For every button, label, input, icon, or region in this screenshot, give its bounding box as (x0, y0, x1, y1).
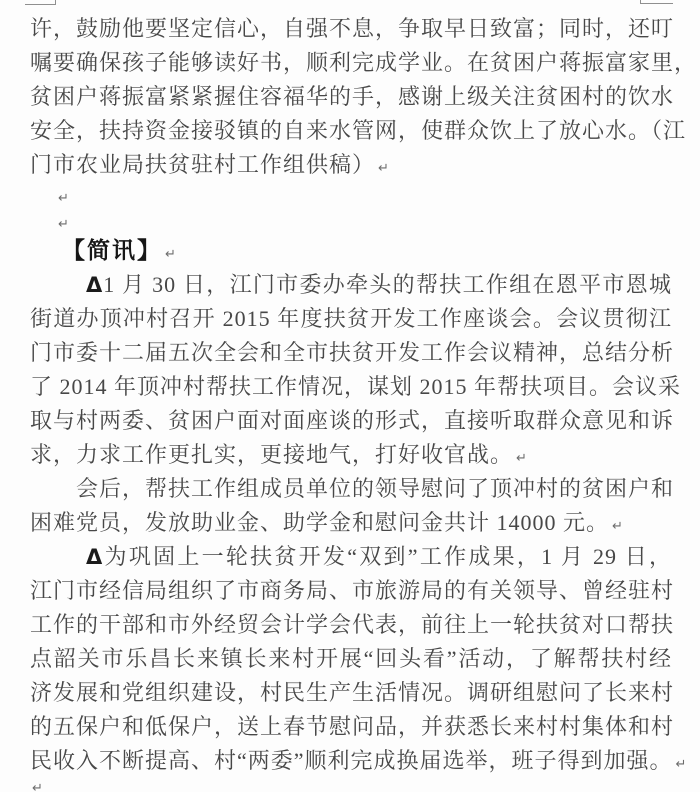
text-line (30, 472, 675, 506)
crop-mark-top-right-icon (640, 0, 673, 4)
text-line (30, 302, 672, 336)
line-text: 为巩固上一轮扶贫开发“双到”工作成果，1 月 29 日， (103, 544, 672, 569)
line-text: 许，鼓励他要坚定信心，自强不息，争取早日致富；同时，还叮 (30, 16, 675, 41)
line-text: 门市农业局扶贫驻村工作组供稿） (30, 152, 376, 177)
blank-line (30, 208, 672, 234)
text-line (30, 370, 682, 404)
text-line (30, 438, 672, 472)
line-text: 安全，扶持资金接驳镇的自来水管网，使群众饮上了放心水。（江 (30, 118, 687, 143)
paragraph-mark-icon: ↵ (165, 247, 176, 262)
paragraph-mark-icon: ↵ (58, 191, 69, 206)
text-line (30, 148, 672, 182)
line-text: 取与村两委、贫困户面对面座谈的形式，直接听取群众意见和诉 (30, 408, 675, 433)
line-text: 困难党员，发放助业金、助学金和慰问金共计 14000 元。 (30, 510, 610, 535)
line-text: 江门市经信局组织了市商务局、市旅游局的有关领导、曾经驻村 (30, 578, 675, 603)
text-line (30, 642, 672, 676)
text-area (30, 12, 698, 792)
text-line (30, 506, 672, 540)
text-line (30, 46, 698, 80)
text-line (30, 676, 675, 710)
line-text: 会后，帮扶工作组成员单位的领导慰问了顶冲村的贫困户和 (76, 476, 675, 501)
triangle-bullet-icon: Δ (86, 545, 104, 569)
line-text: 1 月 30 日，江门市委办牵头的帮扶工作组在恩平市恩城 (103, 272, 672, 297)
line-text: 民收入不断提高、村“两委”顺利完成换届选举，班子得到加强。 (30, 748, 673, 773)
text-line (30, 336, 675, 370)
paragraph-mark-icon: ↵ (378, 161, 389, 176)
line-text: 街道办顶冲村召开 2015 年度扶贫开发工作座谈会。会议贯彻江 (30, 306, 672, 331)
line-text: 求，力求工作更扎实，更接地气，打好收官战。 (30, 442, 514, 467)
text-line (30, 12, 675, 46)
section-header-label: 【简讯】 (62, 238, 162, 263)
text-line (30, 114, 687, 148)
text-line (30, 744, 687, 778)
line-text: 了 2014 年顶冲村帮扶工作情况，谋划 2015 年帮扶项目。会议采 (30, 374, 682, 399)
paragraph-mark-icon: ↵ (58, 217, 69, 232)
section-header (30, 234, 672, 268)
text-line (30, 404, 675, 438)
blank-line (30, 182, 672, 208)
text-line (30, 268, 672, 302)
text-line (30, 710, 675, 744)
line-text: 点韶关市乐昌长来镇长来村开展“回头看”活动，了解帮扶村经 (30, 646, 673, 671)
line-text: 济发展和党组织建设，村民生产生活情况。调研组慰问了长来村 (30, 680, 675, 705)
line-text: 工作的干部和市外经贸会计学会代表，前往上一轮扶贫对口帮扶 (30, 612, 675, 637)
paragraph-mark-icon: ↵ (612, 519, 623, 534)
crop-mark-top-left-icon (25, 0, 56, 5)
paragraph-mark-icon: ↵ (675, 757, 687, 772)
line-text: 的五保户和低保户，送上春节慰问品，并获悉长来村村集体和村 (30, 714, 675, 739)
text-line (30, 574, 675, 608)
paragraph-mark-icon: ↵ (32, 781, 43, 792)
line-text: 门市委十二届五次全会和全市扶贫开发工作会议精神，总结分析 (30, 340, 675, 365)
text-line (30, 608, 675, 642)
line-text: 贫困户蒋振富紧紧握住容福华的手，感谢上级关注贫困村的饮水 (30, 84, 675, 109)
blank-line (30, 778, 672, 792)
paragraph-mark-icon: ↵ (516, 451, 527, 466)
text-line (30, 80, 675, 114)
triangle-bullet-icon: Δ (86, 273, 104, 297)
text-line (30, 540, 672, 574)
line-text: 嘱要确保孩子能够读好书，顺利完成学业。在贫困户蒋振富家里， (30, 50, 698, 75)
